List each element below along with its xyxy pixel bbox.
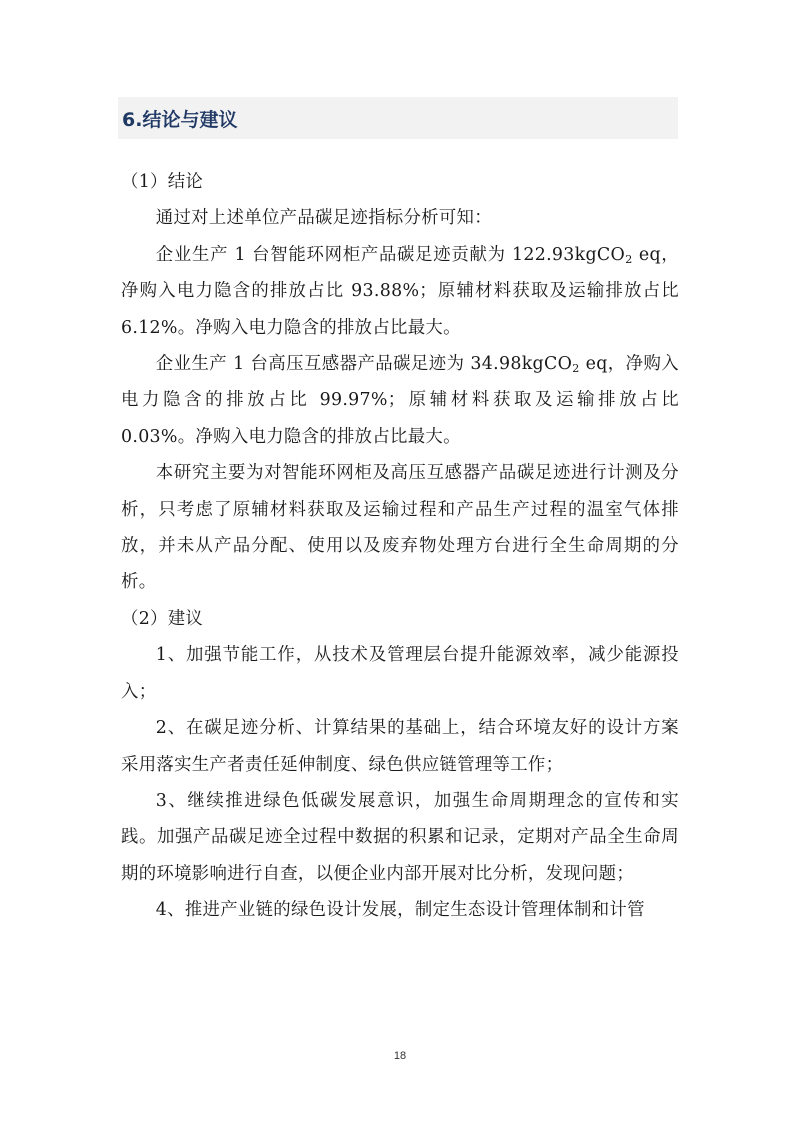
suggestion-1: 1、加强节能工作，从技术及管理层台提升能源效率，减少能源投入；	[121, 645, 679, 702]
heading-text: 6.结论与建议	[122, 108, 238, 131]
conclusion-subheading: （1）结论	[121, 172, 204, 192]
body-text	[121, 164, 679, 929]
suggestion-4: 4、推进产业链的绿色设计发展，制定生态设计管理体制和计管	[155, 900, 645, 921]
paragraph-scope: 本研究主要为对智能环网柜及高压互感器产品碳足迹进行计测及分析，只考虑了原辅材料获取及运输过程和产品生产过程的温室气体排放，并未从产品分配、使用以及废弃物处理方台进行全生命周期的分析。	[121, 463, 679, 593]
suggestion-3: 3、继续推进绿色低碳发展意识，加强生命周期理念的宣传和实践。加强产品碳足迹全过程中数据的积累和记录，定期对产品全生命周期的环境影响进行自查，以便企业内部开展对比分析，发现问题；	[121, 790, 679, 884]
paragraph-transformer: 企业生产 1 台高压互感器产品碳足迹为 34.98kgCO$_2$ eq，净购入电力隐含的排放占比 99.97%；原辅材料获取及运输排放占比 0.03%。净购入电力隐含的排放占比最大。	[121, 354, 679, 447]
paragraph-ring-main-unit: 企业生产 1 台智能环网柜产品碳足迹贡献为 122.93kgCO$_2$ eq，净购入电力隐含的排放占比 93.88%；原辅材料获取及运输排放占比 6.12%。净购入电力隐含的排放占比最大。	[121, 244, 679, 338]
page-number: 18	[393, 1050, 407, 1062]
section-heading	[118, 97, 678, 139]
suggestion-2: 2、在碳足迹分析、计算结果的基础上，结合环境友好的设计方案采用落实生产者责任延伸制度、绿色供应链管理等工作；	[121, 718, 679, 775]
intro-paragraph: 通过对上述单位产品碳足迹指标分析可知：	[155, 208, 492, 229]
suggestion-subheading: （2）建议	[121, 608, 204, 629]
